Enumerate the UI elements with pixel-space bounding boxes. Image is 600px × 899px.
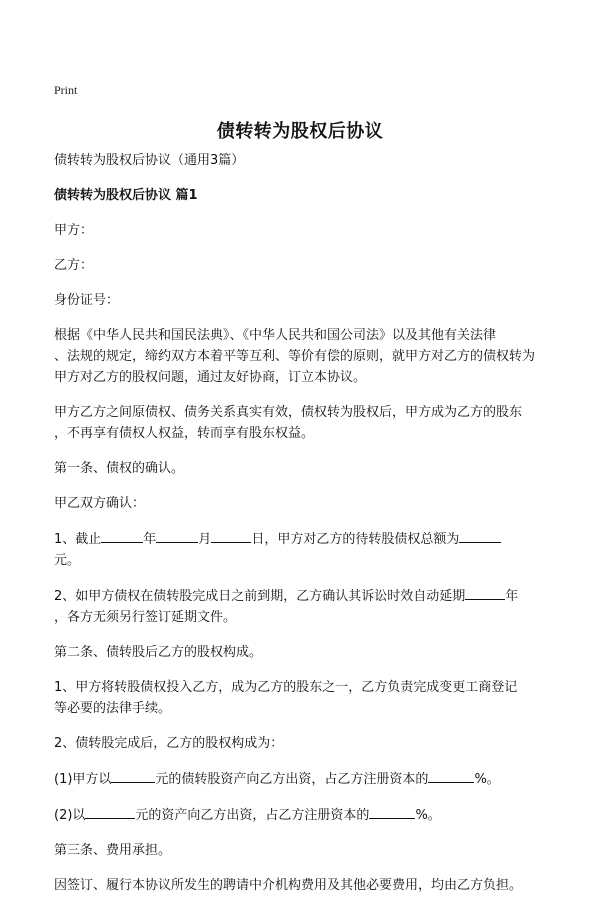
item-1-text: 年 bbox=[143, 532, 157, 547]
document-title: 债转转为股权后协议 bbox=[216, 121, 384, 142]
document-subtitle: 债转转为股权后协议（通用3篇） bbox=[54, 153, 245, 168]
extension-years-blank bbox=[465, 585, 505, 600]
item-1-line: 元。 bbox=[54, 553, 81, 568]
percent-blank bbox=[428, 768, 474, 783]
debt-asset-blank bbox=[111, 768, 155, 783]
item-3-paragraph bbox=[54, 677, 550, 719]
print-label[interactable]: Print bbox=[54, 83, 78, 97]
year-blank bbox=[101, 528, 143, 543]
item-3-line: 1、甲方将转股债权投入乙方，成为乙方的股东之一，乙方负责完成变更工商登记 bbox=[54, 680, 518, 695]
percent-blank bbox=[369, 804, 415, 819]
item-1-line bbox=[54, 528, 550, 550]
item-6-line bbox=[54, 804, 550, 826]
month-blank bbox=[156, 528, 198, 543]
item-2-line: ，各方无须另行签订延期文件。 bbox=[54, 610, 237, 625]
item-5-text: %。 bbox=[474, 772, 500, 787]
item-1-text: 1、截止 bbox=[54, 532, 102, 547]
relation-line: 甲方乙方之间原债权、债务关系真实有效，债权转为股权后，甲方成为乙方的股东 bbox=[54, 405, 523, 420]
section-heading: 债转转为股权后协议 篇1 bbox=[54, 188, 198, 203]
amount-blank bbox=[459, 528, 501, 543]
item-3-line: 等必要的法律手续。 bbox=[54, 701, 172, 716]
article-1-heading: 第一条、债权的确认。 bbox=[54, 461, 185, 476]
item-4-line: 2、债转股完成后，乙方的股权构成为： bbox=[54, 736, 284, 751]
item-1-text: 日，甲方对乙方的待转股债权总额为 bbox=[251, 532, 460, 547]
day-blank bbox=[211, 528, 251, 543]
confirm-label: 甲乙双方确认： bbox=[54, 496, 146, 511]
asset-blank bbox=[85, 804, 135, 819]
preamble-paragraph bbox=[54, 325, 550, 388]
item-5-text: (1)甲方以 bbox=[54, 772, 112, 787]
article-3-heading: 第三条、费用承担。 bbox=[54, 843, 172, 858]
relation-line: ，不再享有债权人权益，转而享有股东权益。 bbox=[54, 426, 315, 441]
item-1-paragraph bbox=[54, 528, 550, 571]
item-1-text: 月 bbox=[198, 532, 212, 547]
party-b-label: 乙方： bbox=[54, 258, 94, 273]
preamble-line: 甲方对乙方的股权问题，通过友好协商，订立本协议。 bbox=[54, 370, 367, 385]
preamble-line: 、法规的规定，缔约双方本着平等互利、等价有偿的原则，就甲方对乙方的债权转为 bbox=[54, 349, 536, 364]
item-2-text: 年 bbox=[505, 589, 519, 604]
item-2-line bbox=[54, 585, 550, 607]
id-number-label: 身份证号： bbox=[54, 293, 120, 308]
item-5-line bbox=[54, 768, 550, 790]
item-5-text: 元的债转股资产向乙方出资，占乙方注册资本的 bbox=[155, 772, 429, 787]
article-2-heading: 第二条、债转股后乙方的股权构成。 bbox=[54, 645, 263, 660]
relation-paragraph bbox=[54, 402, 550, 444]
item-6-text: (2)以 bbox=[54, 808, 86, 823]
party-a-label: 甲方： bbox=[54, 223, 94, 238]
preamble-line: 根据《中华人民共和国民法典》、《中华人民共和国公司法》以及其他有关法律 bbox=[54, 328, 497, 343]
fees-paragraph: 因签订、履行本协议所发生的聘请中介机构费用及其他必要费用，均由乙方负担。 bbox=[54, 878, 523, 893]
document-body bbox=[54, 150, 550, 896]
item-2-text: 2、如甲方债权在债转股完成日之前到期，乙方确认其诉讼时效自动延期 bbox=[54, 589, 466, 604]
item-6-text: 元的资产向乙方出资，占乙方注册资本的 bbox=[135, 808, 370, 823]
item-2-paragraph bbox=[54, 585, 550, 628]
item-6-text: %。 bbox=[415, 808, 441, 823]
